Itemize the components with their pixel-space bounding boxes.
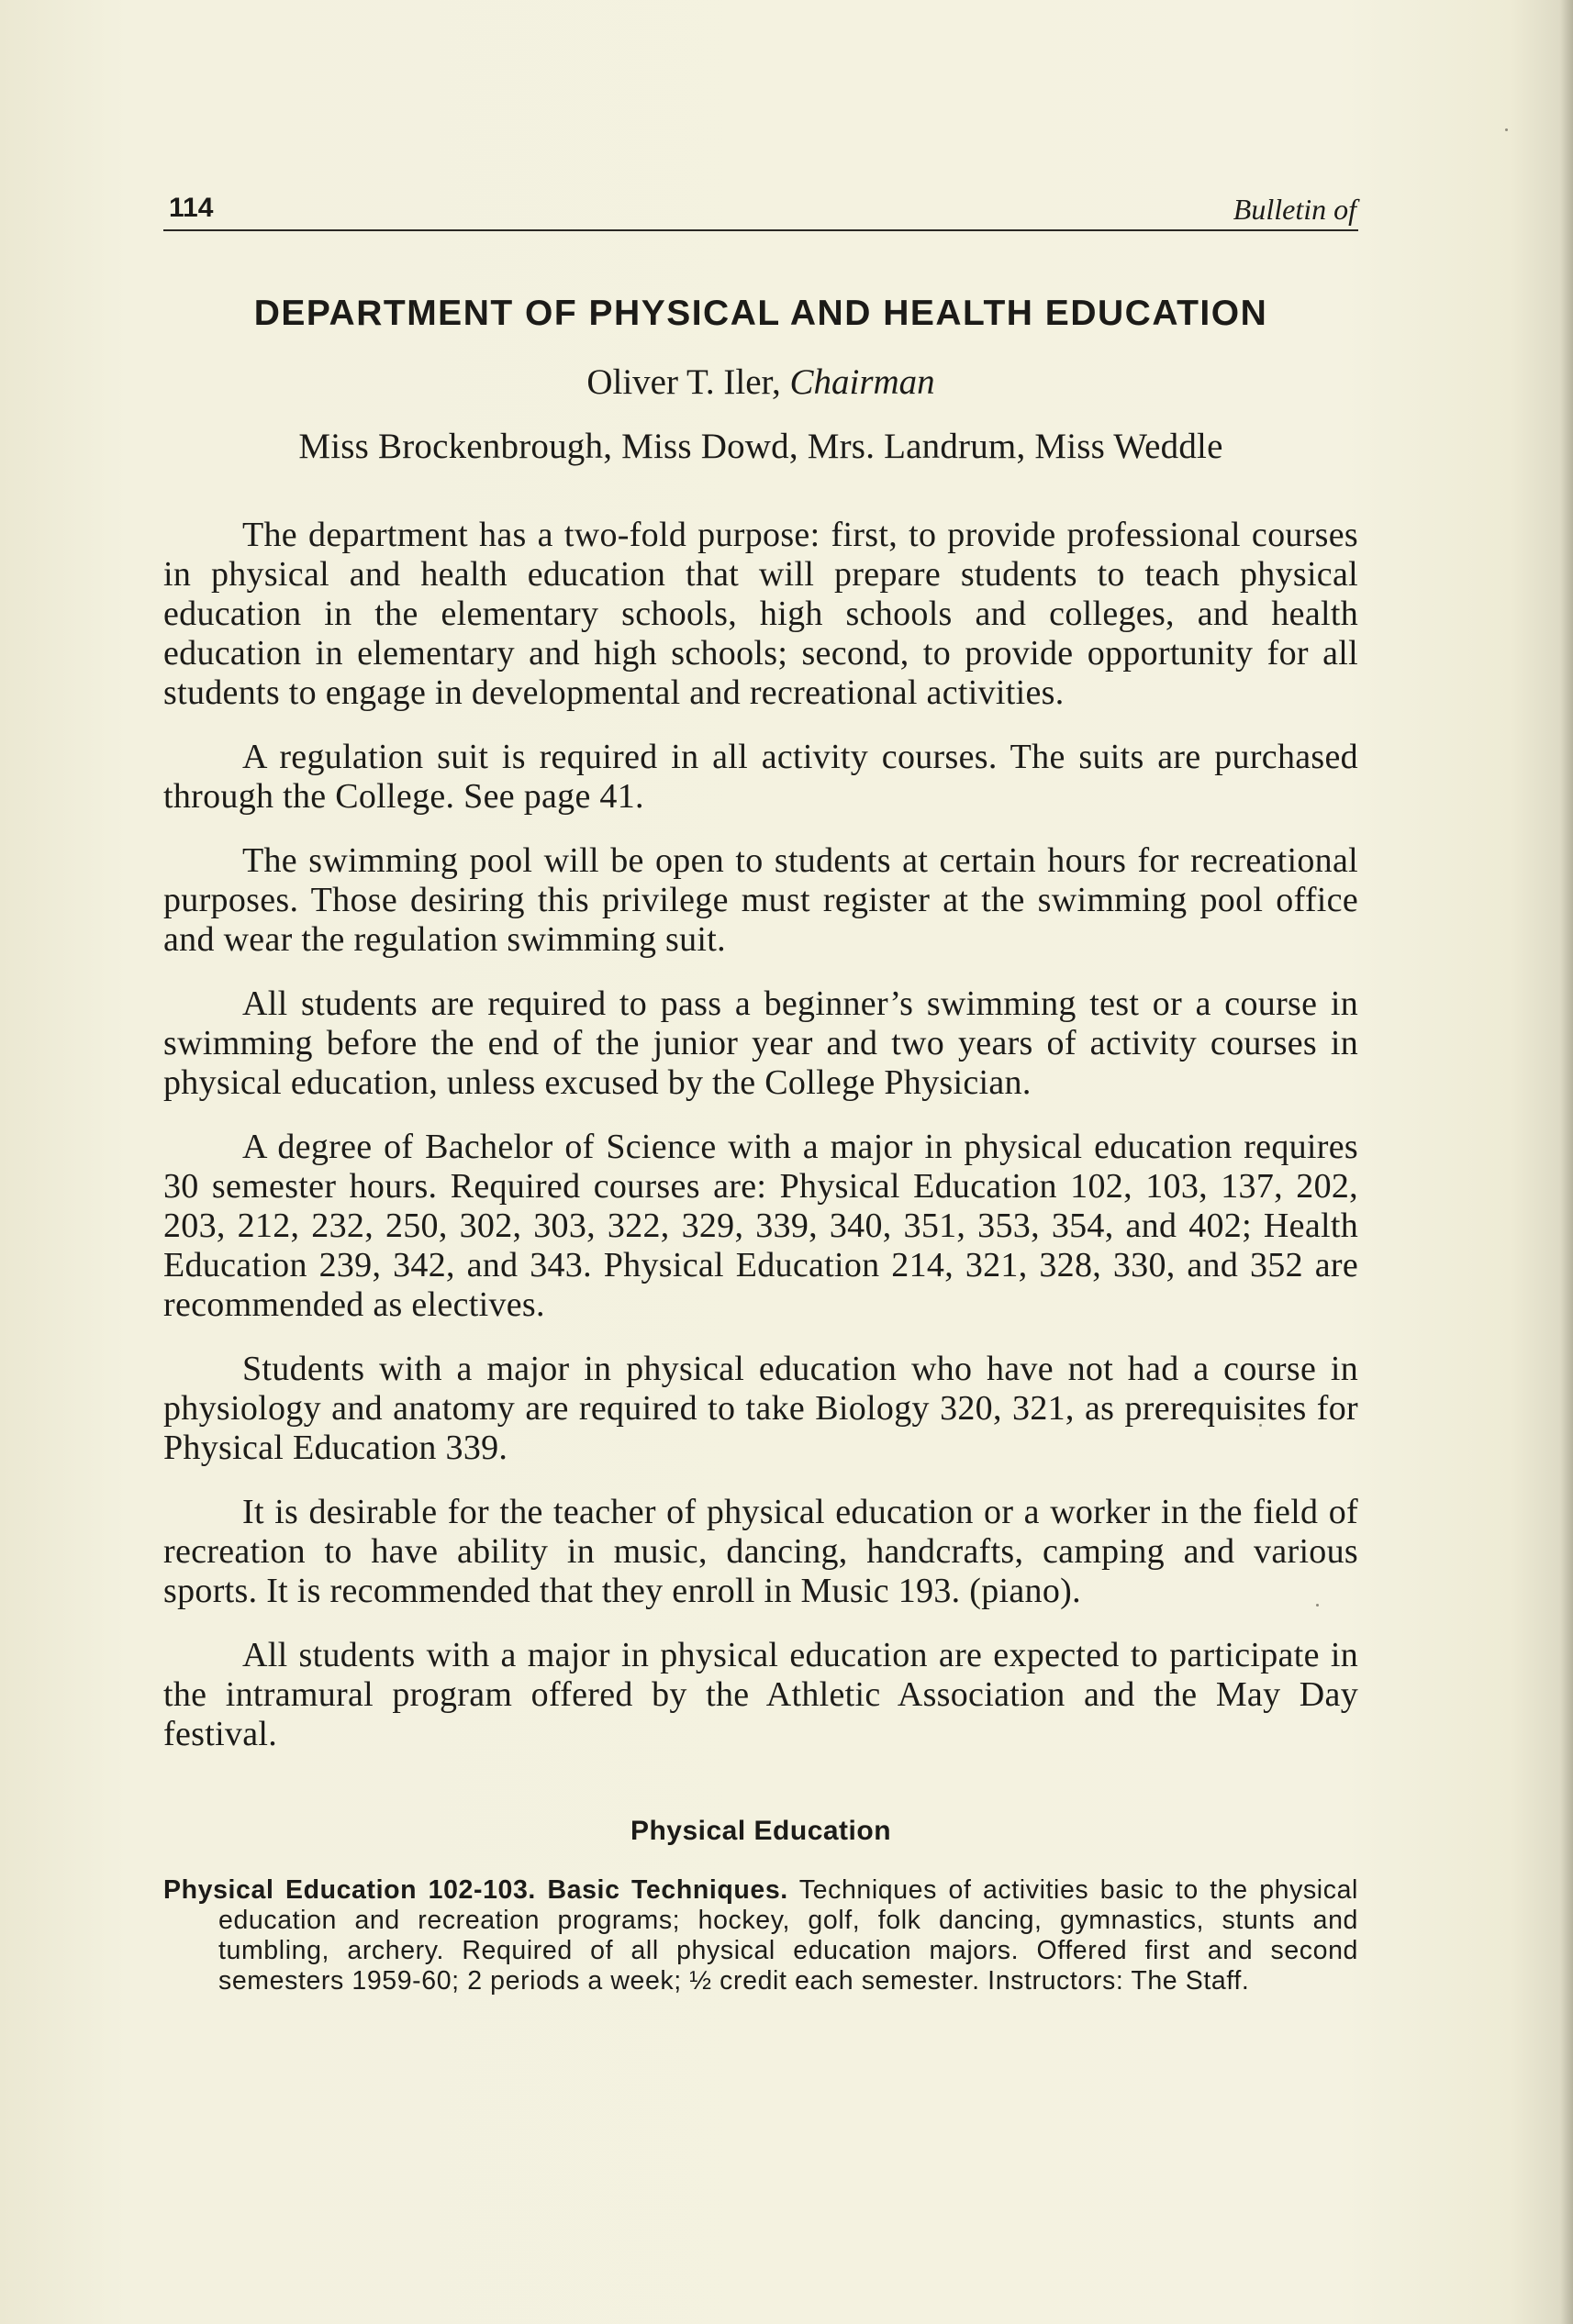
- department-title: DEPARTMENT OF PHYSICAL AND HEALTH EDUCATION: [253, 294, 1268, 333]
- paragraph-prerequisites: Students with a major in physical education who have not had a course in physiology and anatomy are required to take Biology 320, 321, as prerequisites for Physical Education 339.: [163, 1350, 1358, 1467]
- section-heading: Physical Education: [630, 1816, 892, 1846]
- paragraph-swimming-requirement: All students are required to pass a beginner’s swimming test or a course in swimming before the end of the junior year and two years of activity courses in physical education, unless excused by the College Physician.: [163, 984, 1358, 1102]
- course-code: Physical Education 102-103.: [163, 1875, 536, 1905]
- chairman-name: Oliver T. Iler,: [586, 362, 781, 402]
- course-entry: [163, 1875, 1358, 1996]
- page-edge-shadow: [1560, 0, 1573, 2324]
- chairman-role: Chairman: [789, 362, 935, 402]
- running-head: [163, 174, 1358, 231]
- paragraph-intramural: All students with a major in physical education are expected to participate in the intramural program offered by the Athletic Association and the May Day festival.: [163, 1636, 1358, 1753]
- course-description: Techniques of activities basic to the physical education and recreation programs; hockey, golf, folk dancing, gymnastics, stunts and tumbling, archery. Required of all physical education majors. Offered first and second semesters 1959-60; 2 periods a week; ½ credit each semester. Instructors: The Staff.: [218, 1875, 1358, 1996]
- running-title: Bulletin of: [1233, 193, 1356, 226]
- page-number: 114: [169, 193, 214, 223]
- paper-speck: [1505, 128, 1508, 131]
- course-title: Basic Techniques.: [547, 1875, 788, 1905]
- paragraph-degree-requirements: A degree of Bachelor of Science with a major in physical education requires 30 semester hours. Required courses are: Physical Education 102, 103, 137, 202, 203, 212, 232, 250, 302, 303, 322, 329, 339, 340, 351, 353, 354, and 402; Health Education 239, 342, and 343. Physical Education 214, 321, 328, 330, and 352 are recommended as electives.: [163, 1128, 1358, 1324]
- page-content: [163, 174, 1358, 1996]
- chairman-line: [163, 361, 1358, 404]
- paragraph-desirable-abilities: It is desirable for the teacher of physical education or a worker in the field of recreation to have ability in music, dancing, handcrafts, camping and various sports. It is recommended that they enroll in Music 193. (piano).: [163, 1493, 1358, 1610]
- paragraph-regulation-suit: A regulation suit is required in all activity courses. The suits are purchased through the College. See page 41.: [163, 738, 1358, 816]
- staff-list: Miss Brockenbrough, Miss Dowd, Mrs. Landrum, Miss Weddle: [298, 427, 1223, 466]
- paragraph-purpose: The department has a two-fold purpose: first, to provide professional courses in physical and health education that will prepare students to teach physical education in the elementary schools, high schools and colleges, and health education in elementary and high schools; second, to provide opportunity for all students to engage in developmental and recreational activities.: [163, 516, 1358, 712]
- paragraph-swimming-pool: The swimming pool will be open to students at certain hours for recreational purposes. Those desiring this privilege must register at the swimming pool office and wear the regulation swimming suit.: [163, 841, 1358, 959]
